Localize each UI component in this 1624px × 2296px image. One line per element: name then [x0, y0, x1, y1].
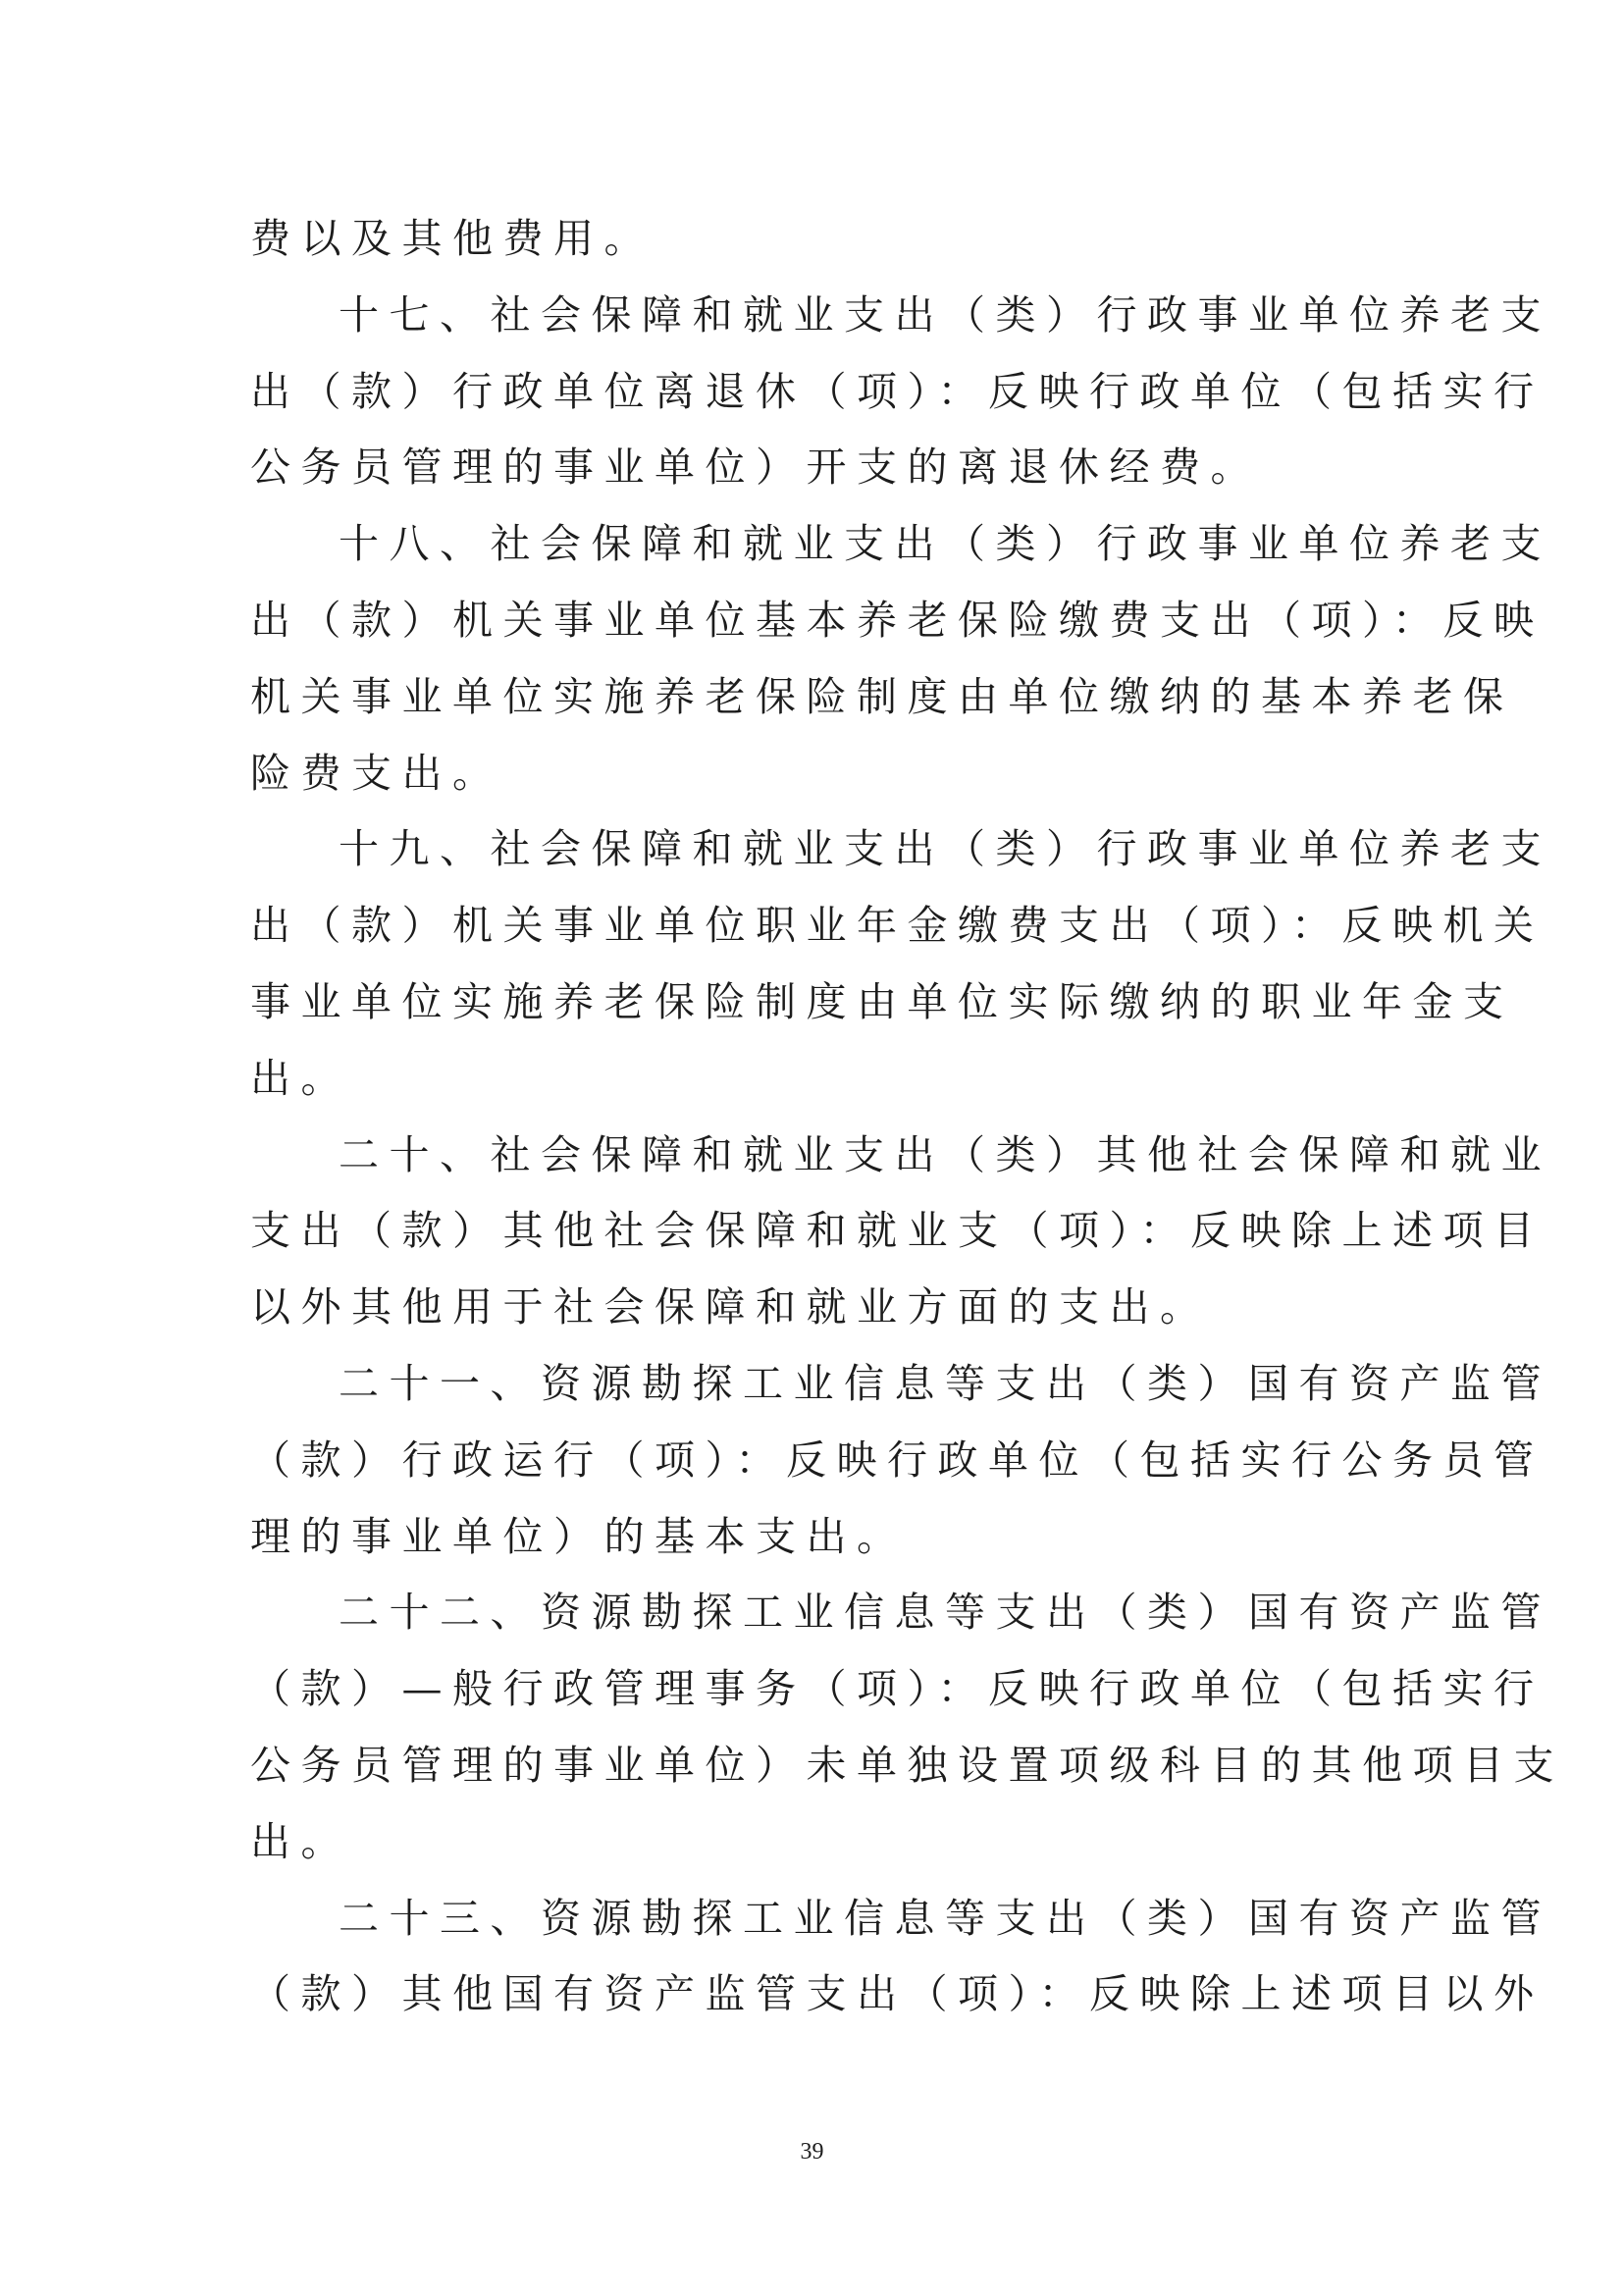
text-line: 十八、社会保障和就业支出（类）行政事业单位养老支 [339, 520, 1551, 568]
text-line: 出（款）机关事业单位职业年金缴费支出（项）：反映机关 [250, 902, 1545, 950]
text-line: 理的事业单位）的基本支出。 [250, 1512, 908, 1560]
text-line: 出。 [250, 1817, 351, 1865]
text-line: （款）其他国有资产监管支出（项）：反映除上述项目以外 [250, 1970, 1545, 2018]
text-line: 以外其他用于社会保障和就业方面的支出。 [250, 1283, 1211, 1331]
text-line: 二十一、资源勘探工业信息等支出（类）国有资产监管 [339, 1359, 1551, 1407]
text-line: 十七、社会保障和就业支出（类）行政事业单位养老支 [339, 290, 1551, 339]
text-line: （款）行政运行（项）：反映行政单位（包括实行公务员管 [250, 1435, 1545, 1484]
text-line: 出。 [250, 1054, 351, 1102]
text-line: （款）—般行政管理事务（项）：反映行政单位（包括实行 [250, 1665, 1545, 1713]
text-line: 十九、社会保障和就业支出（类）行政事业单位养老支 [339, 825, 1551, 873]
text-line: 事业单位实施养老保险制度由单位实际缴纳的职业年金支 [250, 977, 1514, 1025]
page-number: 39 [800, 2139, 824, 2165]
text-line: 机关事业单位实施养老保险制度由单位缴纳的基本养老保 [250, 672, 1514, 720]
text-line: 出（款）机关事业单位基本养老保险缴费支出（项）：反映 [250, 596, 1545, 644]
text-line: 二十二、资源勘探工业信息等支出（类）国有资产监管 [339, 1589, 1551, 1637]
text-line: 费以及其他费用。 [250, 215, 655, 262]
text-line: 公务员管理的事业单位）开支的离退休经费。 [250, 444, 1261, 492]
text-line: 出（款）行政单位离退休（项）：反映行政单位（包括实行 [250, 367, 1545, 415]
text-line: 二十、社会保障和就业支出（类）其他社会保障和就业 [339, 1130, 1551, 1178]
text-line: 二十三、资源勘探工业信息等支出（类）国有资产监管 [339, 1894, 1551, 1942]
text-line: 支出（款）其他社会保障和就业支（项）：反映除上述项目 [250, 1207, 1545, 1255]
text-line: 险费支出。 [250, 749, 503, 797]
body-text [250, 201, 1564, 2033]
text-line: 公务员管理的事业单位）未单独设置项级科目的其他项目支 [250, 1741, 1564, 1789]
